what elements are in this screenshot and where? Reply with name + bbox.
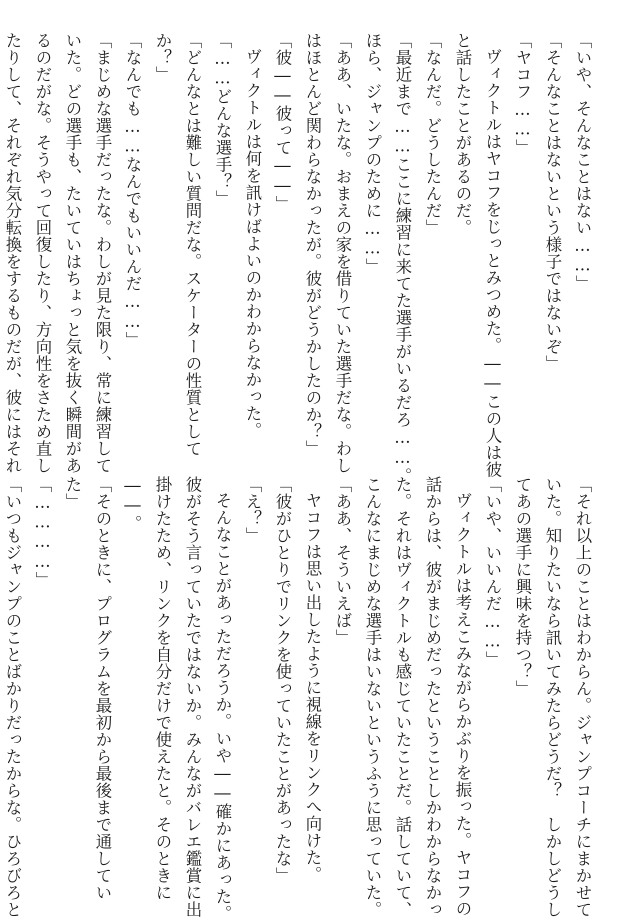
text-line: ヤコフは思い出したように視線をリンクへ向けた。 [303,492,322,884]
text-line: 「ああ、そういえば」 [333,476,352,646]
text-line: 「どんなとは難しい質問だな。スケーターの性質として [183,32,202,457]
text-line: 「……どんな選手？」 [213,32,232,208]
text-line: ほら、ジャンプのために……」 [363,32,382,276]
text-line: 「そのときに、プログラムを最初から最後まで通してい [93,476,112,901]
text-line: ヴィクトルはヤコフをじっとみつめた。――この人は彼 [483,48,502,479]
text-line: か？」 [153,32,172,83]
text-line: こんなにまじめな選手はいないというふうに思っていた。 [363,476,382,918]
text-line: 「それ以上のことはわからん。ジャンプコーチにまかせて [573,476,592,918]
text-line: 「まじめな選手だったな。わしが見た限り、常に練習して [93,32,112,474]
text-line: 「なんでも……なんでもいいんだ……」 [123,32,142,349]
text-line: 「最近まで……ここに練習に来てた選手がいるだろ……。 [393,32,412,485]
text-line: 「彼――彼って――」 [273,32,292,213]
text-line: たりして、それぞれ気分転換をするものだが、彼にはそれ [3,32,22,474]
text-line: るのだがな。そうやって回復したり、方向性をさため直し [33,32,52,474]
text-line: 「いや、いいんだ……」 [483,476,502,669]
text-line: そんなことがあっただろうか。いや――確かにあった。 [213,492,232,923]
text-line: 「…………」 [33,476,52,589]
text-line: ――。 [123,476,142,533]
text-line: 「え？」 [243,476,262,544]
text-line: 「ヤコフ……」 [513,32,532,157]
text-line: 「なんだ。どうしたんだ」 [423,32,442,236]
text-line: 彼がそう言っていたではないか。みんながバレエ鑑賞に出 [183,476,202,918]
text-line: いた。知りたいなら訊いてみたらどうだ？ しかしどうし [543,476,562,918]
upper-text-block [3,32,597,485]
text-line: 「ああ、いたな。おまえの家を借りていた選手だな。わし [333,32,352,474]
text-line: 話からは、彼がまじめだったということしかわからなかっ [423,476,442,918]
text-line: 「彼がひとりでリンクを使っていたことがあったな」 [273,476,292,884]
text-line: と話したことがあるのだ。 [453,32,472,236]
lower-text-block [3,476,597,923]
text-line: た。それはヴィクトルも感じていたことだ。話していて、 [393,476,412,918]
text-line: 「そんなことはないという様子ではないぞ」 [543,32,562,372]
text-line: ヴィクトルは考えこみながらかぶりを振った。ヤコフの [453,492,472,918]
text-line: いた。どの選手も、たいていはちょっと気を抜く瞬間があ [63,32,82,474]
text-line: た」 [63,476,82,510]
text-line: てあの選手に興味を持つ？」 [513,476,532,697]
text-line: 掛けたため、リンクを自分だけで使えたと。そのときに [153,476,172,901]
text-line: はほとんど関わらなかったが。彼がどうかしたのか？」 [303,32,322,457]
text-line: 「いつもジャンプのことばかりだったからな。ひろびろと [3,476,22,918]
text-line: ヴィクトルは何を訊けばよいのかわからなかった。 [243,48,262,440]
text-line: 「いや、そんなことはない……」 [573,32,592,293]
